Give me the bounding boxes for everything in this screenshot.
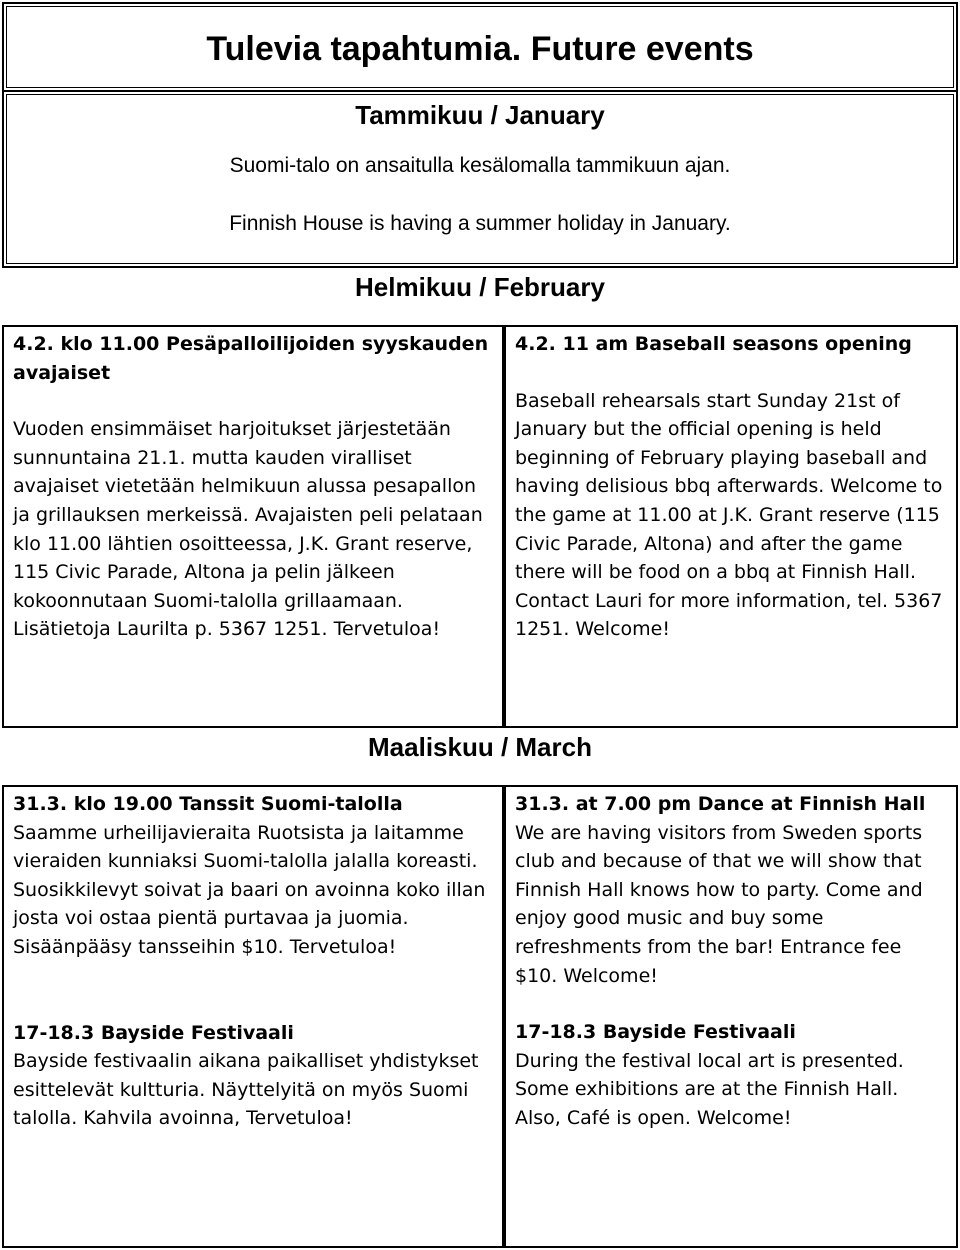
march-en-column bbox=[515, 790, 945, 1133]
january-heading: Tammikuu / January bbox=[355, 100, 605, 130]
february-en-column bbox=[515, 330, 945, 644]
february-en-head: 4.2. 11 am Baseball seasons opening bbox=[515, 333, 912, 355]
january-line-fi: Suomi-talo on ansaitulla kesälomalla tammikuun ajan. bbox=[229, 154, 731, 177]
march-en-event2-head: 17-18.3 Bayside Festivaali bbox=[515, 1021, 796, 1044]
march-fi-event2-body: Bayside festivaalin aikana paikalliset yhdistykset esittelevät kultturia. Näyttelyitä on myös Suomi talolla. Kahvila avoinna, Tervetuloa! bbox=[13, 1050, 479, 1130]
march-heading: Maaliskuu / March bbox=[368, 732, 592, 762]
march-fi-column bbox=[13, 790, 495, 1133]
march-fi-event1-body: Saamme urheilijavieraita Ruotsista ja laitamme vieraiden kunniaksi Suomi-talolla jalalla koreasti. Suosikkilevyt soivat ja baari on avoinna koko illan josta voi ostaa pientä purtavaa ja juomia. Sisäänpääsy tansseihin $10. Tervetuloa! bbox=[13, 821, 486, 958]
february-fi-body: Vuoden ensimmäiset harjoitukset järjestetään sunnuntaina 21.1. mutta kauden viralliset avajaiset vietetään helmikuun alussa pesapallon ja grillauksen merkeissä. Avajaisten peli pelataan klo 11.00 lähtien osoitteessa, J.K. Grant reserve, 115 Civic Parade, Altona ja pelin jälkeen kokoonnutaan Suomi-talolla grillaamaan. Lisätietoja Laurilta p. 5367 1251. Tervetuloa! bbox=[13, 418, 483, 641]
january-line-en: Finnish House is having a summer holiday in January. bbox=[229, 212, 731, 235]
february-fi-head: 4.2. klo 11.00 Pesäpalloilijoiden syyskauden avajaiset bbox=[13, 333, 489, 384]
march-en-event2-body: During the festival local art is presented. Some exhibitions are at the Finnish Hall. Also, Café is open. Welcome! bbox=[515, 1049, 904, 1129]
february-heading: Helmikuu / February bbox=[355, 272, 605, 302]
march-fi-event2-head: 17-18.3 Bayside Festivaali bbox=[13, 1021, 294, 1044]
march-en-event1-body: We are having visitors from Sweden sports club and because of that we will show that Finnish Hall knows how to party. Come and enjoy good music and buy some refreshments from the bar! Entrance fee $10. Welcome! bbox=[515, 821, 923, 987]
page-title: Tulevia tapahtumia. Future events bbox=[206, 30, 754, 68]
february-en-body: Baseball rehearsals start Sunday 21st of January but the official opening is held beginning of February playing baseball and having delisious bbq afterwards. Welcome to the game at 11.00 at J.K. Grant reserve (115 Civic Parade, Altona) and after the game there will be food on a bbq at Finnish Hall. Contact Lauri for more information, tel. 5367 1251. Welcome! bbox=[515, 389, 943, 641]
march-fi-event1-head: 31.3. klo 19.00 Tanssit Suomi-talolla bbox=[13, 793, 403, 815]
february-fi-column bbox=[13, 330, 495, 644]
march-en-event1-head: 31.3. at 7.00 pm Dance at Finnish Hall bbox=[515, 793, 926, 815]
